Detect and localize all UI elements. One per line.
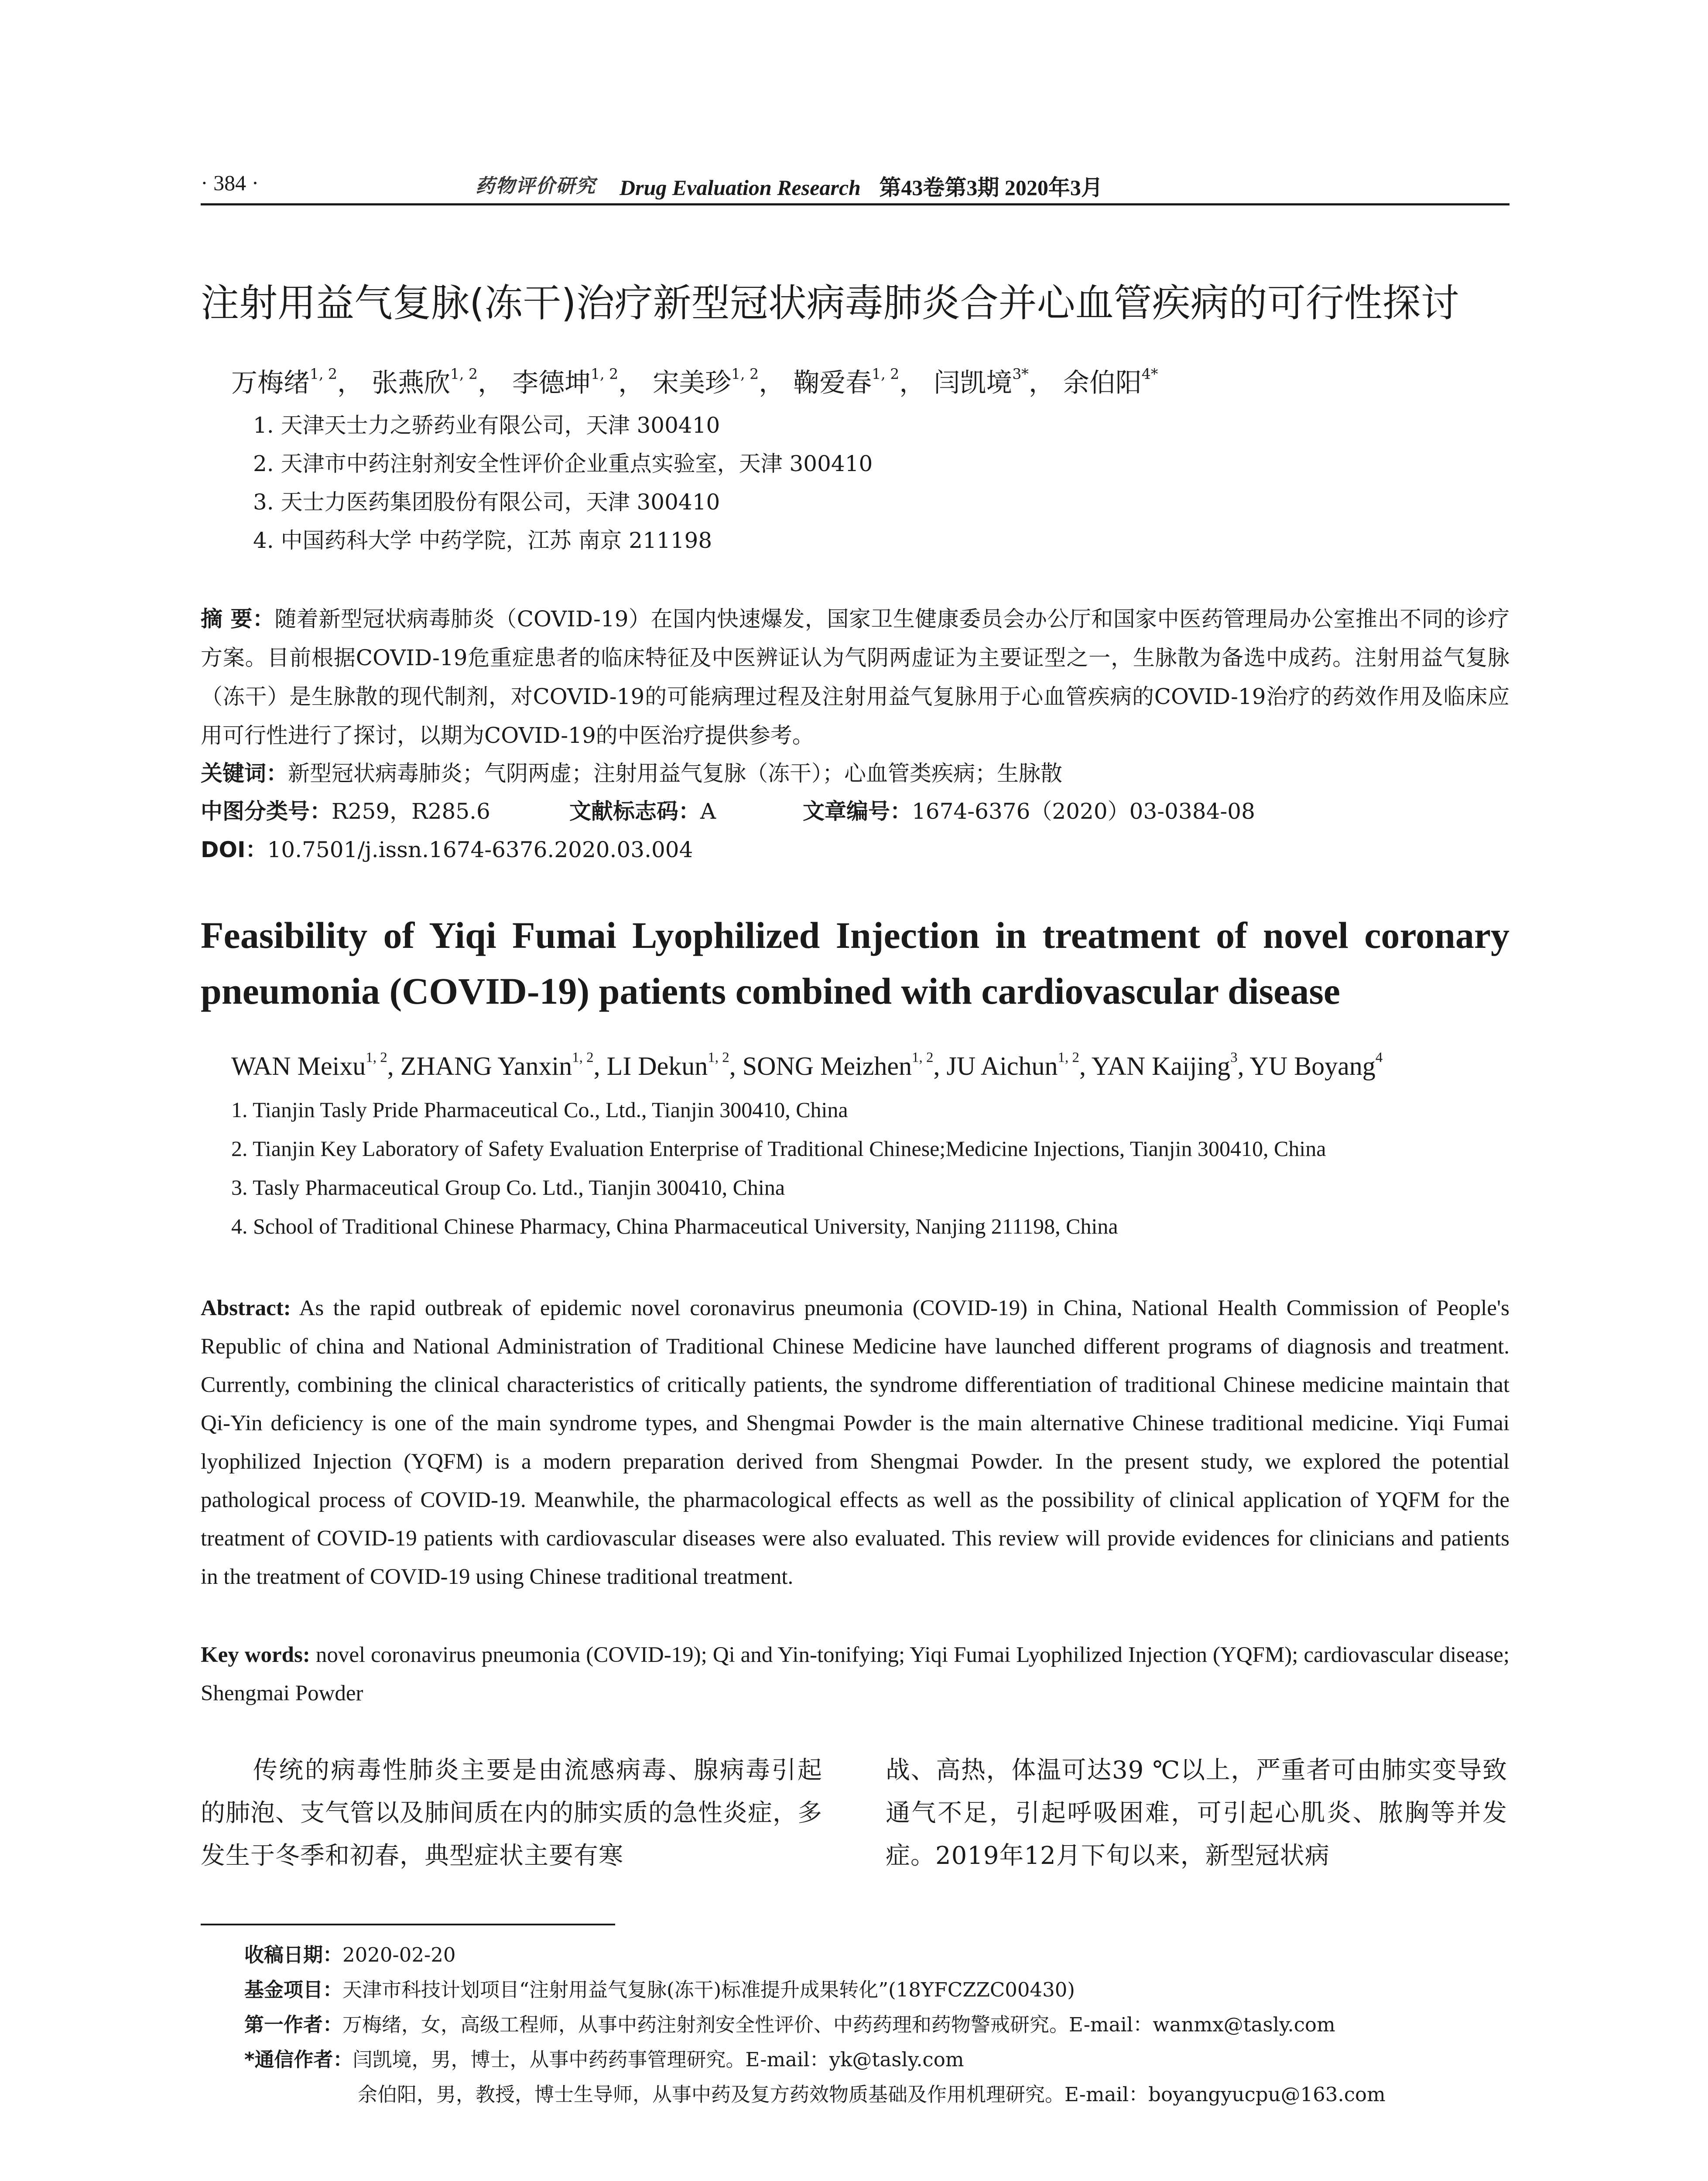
fund-value: 天津市科技计划项目“注射用益气复脉(冻干)标准提升成果转化”(18YFCZZC00430) xyxy=(342,1978,1075,2001)
cn-affiliation: 2. 天津市中药注射剂安全性评价企业重点实验室，天津 300410 xyxy=(253,451,873,476)
en-article-title: Feasibility of Yiqi Fumai Lyophilized Injection in treatment of novel coronary pneumonia (COVID-19) patients combined with cardiovascular disease xyxy=(201,914,1509,1012)
doc-code-value: A xyxy=(700,799,716,824)
cn-author[interactable]: 鞠爱春$^{1, 2}$ xyxy=(793,365,900,398)
cn-keywords xyxy=(201,756,1062,787)
cn-abstract-text: 随着新型冠状病毒肺炎（COVID-19）在国内快速爆发，国家卫生健康委员会办公厅和国家中医药管理局办公室推出不同的诊疗方案。目前根据COVID-19危重症患者的临床特征及中医辨证认为气阴两虚证为主要证型之一，生脉散为备选中成药。注射用益气复脉（冻干）是生脉散的现代制剂，对COVID-19的可能病理过程及注射用益气复脉用于心血管疾病的COVID-19治疗的药效作用及临床应用可行性进行了探讨，以期为COVID-19的中医治疗提供参考。 xyxy=(201,606,1509,748)
cn-author[interactable]: 闫凯境$^{3*}$ xyxy=(934,365,1029,398)
footnote-corresponding xyxy=(244,2044,964,2072)
footnote-first-author xyxy=(244,2009,1335,2037)
cn-author-list: 万梅绪$^{1, 2}$， 张燕欣$^{1, 2}$， 李德坤$^{1, 2}$， 宋美珍$^{1, 2}$， 鞠爱春$^{1, 2}$， 闫凯境$^{3*}$， 余伯阳$^{4*}$ xyxy=(231,365,1158,398)
article-number xyxy=(803,794,1255,825)
body-column-left: 传统的病毒性肺炎主要是由流感病毒、腺病毒引起的肺泡、支气管以及肺间质在内的肺实质的急性炎症，多发生于冬季和初春，典型症状主要有寒 xyxy=(201,1756,822,1870)
en-author[interactable]: JU Aichun$^{1, 2}$ xyxy=(946,1049,1080,1080)
doc-code-label: 文献标志码： xyxy=(569,799,700,824)
en-author[interactable]: YU Boyang$^4$ xyxy=(1249,1049,1383,1080)
header-rule xyxy=(201,203,1509,205)
article-no-value: 1674-6376（2020）03-0384-08 xyxy=(912,799,1255,824)
en-keywords xyxy=(201,1636,1509,1713)
cn-abstract xyxy=(201,600,1509,755)
journal-name: Drug Evaluation Research xyxy=(620,175,861,200)
body-column-right: 战、高热，体温可达39 ℃以上，严重者可由肺实变导致通气不足，引起呼吸困难，可引起心肌炎、脓胸等并发症。2019年12月下旬以来，新型冠状病 xyxy=(886,1756,1507,1870)
en-affiliation: 2. Tianjin Key Laboratory of Safety Evaluation Enterprise of Traditional Chinese;Medicine Injections, Tianjin 300410, China xyxy=(231,1136,1326,1161)
footnote-rule xyxy=(201,1924,615,1925)
en-author[interactable]: WAN Meixu$^{1, 2}$ xyxy=(231,1049,387,1080)
first-author-value: 万梅绪，女，高级工程师，从事中药注射剂安全性评价、中药药理和药物警戒研究。E-mail：wanmx@tasly.com xyxy=(342,2013,1335,2036)
corresponding-label: *通信作者： xyxy=(244,2048,353,2071)
cn-author[interactable]: 张燕欣$^{1, 2}$ xyxy=(372,365,478,398)
doi-label: DOI： xyxy=(201,837,267,862)
fund-label: 基金项目： xyxy=(244,1978,343,2001)
en-keywords-label: Key words: xyxy=(201,1643,310,1667)
en-abstract xyxy=(201,1289,1509,1596)
cn-abstract-label: 摘 要： xyxy=(201,606,275,632)
received-value: 2020-02-20 xyxy=(342,1943,456,1966)
en-author[interactable]: SONG Meizhen$^{1, 2}$ xyxy=(742,1049,934,1080)
cn-article-title: 注射用益气复脉(冻干)治疗新型冠状病毒肺炎合并心血管疾病的可行性探讨 xyxy=(201,280,1459,325)
corresponding-value: 闫凯境，男，博士，从事中药药事管理研究。E-mail：yk@tasly.com xyxy=(353,2048,964,2071)
en-affiliation: 1. Tianjin Tasly Pride Pharmaceutical Co., Ltd., Tianjin 300410, China xyxy=(231,1097,848,1122)
cn-affiliation: 1. 天津天士力之骄药业有限公司，天津 300410 xyxy=(253,413,720,438)
en-author[interactable]: LI Dekun$^{1, 2}$ xyxy=(606,1049,729,1080)
footnote-received xyxy=(244,1939,455,1967)
cn-affiliation: 3. 天士力医药集团股份有限公司，天津 300410 xyxy=(253,489,720,515)
cn-author[interactable]: 宋美珍$^{1, 2}$ xyxy=(653,365,759,398)
doi-link[interactable]: 10.7501/j.issn.1674-6376.2020.03.004 xyxy=(267,837,693,862)
cn-author[interactable]: 万梅绪$^{1, 2}$ xyxy=(231,365,337,398)
footnote-fund xyxy=(244,1974,1075,2002)
en-affiliation: 3. Tasly Pharmaceutical Group Co. Ltd., Tianjin 300410, China xyxy=(231,1175,785,1200)
cn-author[interactable]: 李德坤$^{1, 2}$ xyxy=(512,365,619,398)
clc-label: 中图分类号： xyxy=(201,799,332,824)
en-abstract-label: Abstract: xyxy=(201,1296,291,1320)
page-number: · 384 · xyxy=(201,171,259,195)
en-author[interactable]: YAN Kaijing$^3$ xyxy=(1091,1049,1238,1080)
journal-logo: 药物评价研究 xyxy=(476,175,596,197)
first-author-label: 第一作者： xyxy=(244,2013,343,2036)
cn-keywords-label: 关键词： xyxy=(201,761,288,786)
classification-line xyxy=(201,794,490,825)
journal-header xyxy=(620,170,1103,202)
cn-author[interactable]: 余伯阳$^{4*}$ xyxy=(1063,365,1158,398)
cn-keywords-text: 新型冠状病毒肺炎；气阴两虚；注射用益气复脉（冻干）；心血管类疾病；生脉散 xyxy=(288,761,1062,786)
en-keywords-text: novel coronavirus pneumonia (COVID-19); Qi and Yin-tonifying; Yiqi Fumai Lyophilized Injection (YQFM); cardiovascular disease; Shengmai Powder xyxy=(201,1643,1510,1706)
received-label: 收稿日期： xyxy=(244,1943,343,1966)
journal-issue: 第43卷第3期 2020年3月 xyxy=(879,175,1103,200)
clc-value: R259，R285.6 xyxy=(332,799,490,824)
doc-code xyxy=(569,794,716,825)
article-no-label: 文章编号： xyxy=(803,799,912,824)
en-affiliation: 4. School of Traditional Chinese Pharmacy, China Pharmaceutical University, Nanjing 211198, China xyxy=(231,1214,1118,1238)
en-author[interactable]: ZHANG Yanxin$^{1, 2}$ xyxy=(400,1049,594,1080)
doi-line xyxy=(201,832,693,864)
footnote-corresponding-2: 余伯阳，男，教授，博士生导师，从事中药及复方药效物质基础及作用机理研究。E-mail：boyangyucpu@163.com xyxy=(358,2083,1386,2106)
cn-affiliation: 4. 中国药科大学 中药学院，江苏 南京 211198 xyxy=(253,528,712,553)
en-abstract-text: As the rapid outbreak of epidemic novel coronavirus pneumonia (COVID-19) in China, National Health Commission of People's Republic of china and National Administration of Traditional Chinese Medicine have launched different programs of diagnosis and treatment. Currently, combining the clinical characteristics of critically patients, the syndrome differentiation of traditional Chinese medicine maintain that Qi-Yin deficiency is one of the main syndrome types, and Shengmai Powder is the main alternative Chinese traditional medicine. Yiqi Fumai lyophilized Injection (YQFM) is a modern preparation derived from Shengmai Powder. In the present study, we explored the potential pathological process of COVID-19. Meanwhile, the pharmacological effects as well as the possibility of clinical application of YQFM for the treatment of COVID-19 patients with cardiovascular diseases were also evaluated. This review will provide evidences for clinicians and patients in the treatment of COVID-19 using Chinese traditional treatment. xyxy=(201,1296,1509,1589)
en-author-list: WAN Meixu$^{1, 2}$, ZHANG Yanxin$^{1, 2}$, LI Dekun$^{1, 2}$, SONG Meizhen$^{1, 2}$, JU Aichun$^{1, 2}$, YAN Kaijing$^3$, YU Boyang$^4$ xyxy=(231,1049,1383,1080)
